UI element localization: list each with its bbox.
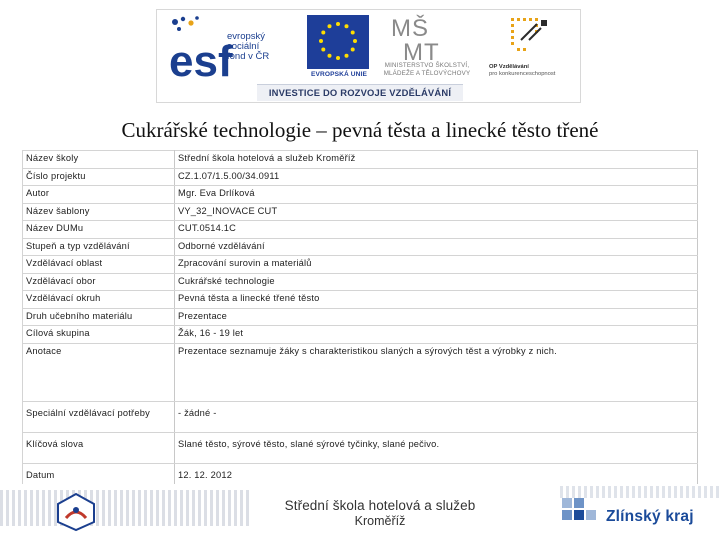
eu-caption: EVROPSKÁ UNIE [311, 71, 367, 78]
row-label: Vzdělávací obor [23, 274, 175, 291]
row-value: Střední škola hotelová a služeb Kroměříž [175, 151, 698, 169]
footer-stripe-decoration [0, 490, 250, 526]
table-row [23, 344, 698, 402]
school-logo-icon [54, 492, 98, 532]
row-label: Stupeň a typ vzdělávání [23, 239, 175, 256]
row-value: Zpracování surovin a materiálů [175, 256, 698, 274]
table-row [23, 433, 698, 464]
table-row [23, 326, 698, 344]
table-row [23, 239, 698, 256]
row-label: Název DUMu [23, 221, 175, 239]
row-label: Vzdělávací okruh [23, 291, 175, 309]
row-value: Žák, 16 - 19 let [175, 326, 698, 344]
row-label: Anotace [23, 344, 175, 402]
table-row [23, 221, 698, 239]
table-row [23, 204, 698, 221]
row-label: Název šablony [23, 204, 175, 221]
eu-flag-icon [307, 15, 369, 69]
row-label: Speciální vzdělávací potřeby [23, 402, 175, 433]
svg-text:esf: esf [169, 37, 233, 82]
svg-text:MT: MT [403, 39, 440, 64]
row-value: - žádné - [175, 402, 698, 433]
table-row [23, 186, 698, 204]
op-caption: OP Vzdělávání pro konkurenceschopnost [489, 64, 556, 77]
page-title: Cukrářské technologie – pevná těsta a linecké těsto třené [121, 118, 599, 142]
table-row [23, 274, 698, 291]
row-value: Odborné vzdělávání [175, 239, 698, 256]
row-value: Slané těsto, sýrové těsto, slané sýrové tyčinky, slané pečivo. [175, 433, 698, 464]
row-label: Klíčová slova [23, 433, 175, 464]
row-label: Vzdělávací oblast [23, 256, 175, 274]
row-value: 12. 12. 2012 [175, 464, 698, 485]
metadata-table [22, 150, 698, 485]
table-row [23, 309, 698, 326]
table-row [23, 464, 698, 485]
row-value: CUT.0514.1C [175, 221, 698, 239]
zlinsky-kraj-label: Zlínský kraj [606, 508, 694, 525]
op-vzdelavani-logo-icon [507, 14, 555, 62]
table-row [23, 169, 698, 186]
msmt-caption: MINISTERSTVO ŠKOLSTVÍ, MLÁDEŽE A TĚLOVÝCHOVY [383, 62, 471, 77]
svg-text:MŠ: MŠ [391, 15, 429, 42]
zlinsky-kraj-logo-icon [560, 496, 600, 524]
investice-slogan: INVESTICE DO ROZVOJE VZDĚLÁVÁNÍ [257, 84, 463, 101]
row-label: Číslo projektu [23, 169, 175, 186]
school-city: Kroměříž [354, 514, 406, 528]
school-name: Střední škola hotelová a služeb [284, 498, 476, 513]
footer [0, 484, 720, 540]
msmt-logo-icon [389, 14, 459, 64]
table-row [23, 151, 698, 169]
row-value: Prezentace seznamuje žáky s charakteristikou slaných a sýrových těst a výrobky z nich. [175, 344, 698, 402]
row-value: Mgr. Eva Drlíková [175, 186, 698, 204]
row-value: Cukrářské technologie [175, 274, 698, 291]
table-row [23, 256, 698, 274]
esf-caption: evropský sociální fond v ČR [227, 31, 270, 62]
row-value: CZ.1.07/1.5.00/34.0911 [175, 169, 698, 186]
row-label: Datum [23, 464, 175, 485]
row-label: Název školy [23, 151, 175, 169]
table-row [23, 402, 698, 433]
row-value: Pevná těsta a linecké třené těsto [175, 291, 698, 309]
row-label: Druh učebního materiálu [23, 309, 175, 326]
logo-banner [156, 9, 581, 103]
row-value: Prezentace [175, 309, 698, 326]
row-label: Autor [23, 186, 175, 204]
row-value: VY_32_INOVACE CUT [175, 204, 698, 221]
row-label: Cílová skupina [23, 326, 175, 344]
table-row [23, 291, 698, 309]
